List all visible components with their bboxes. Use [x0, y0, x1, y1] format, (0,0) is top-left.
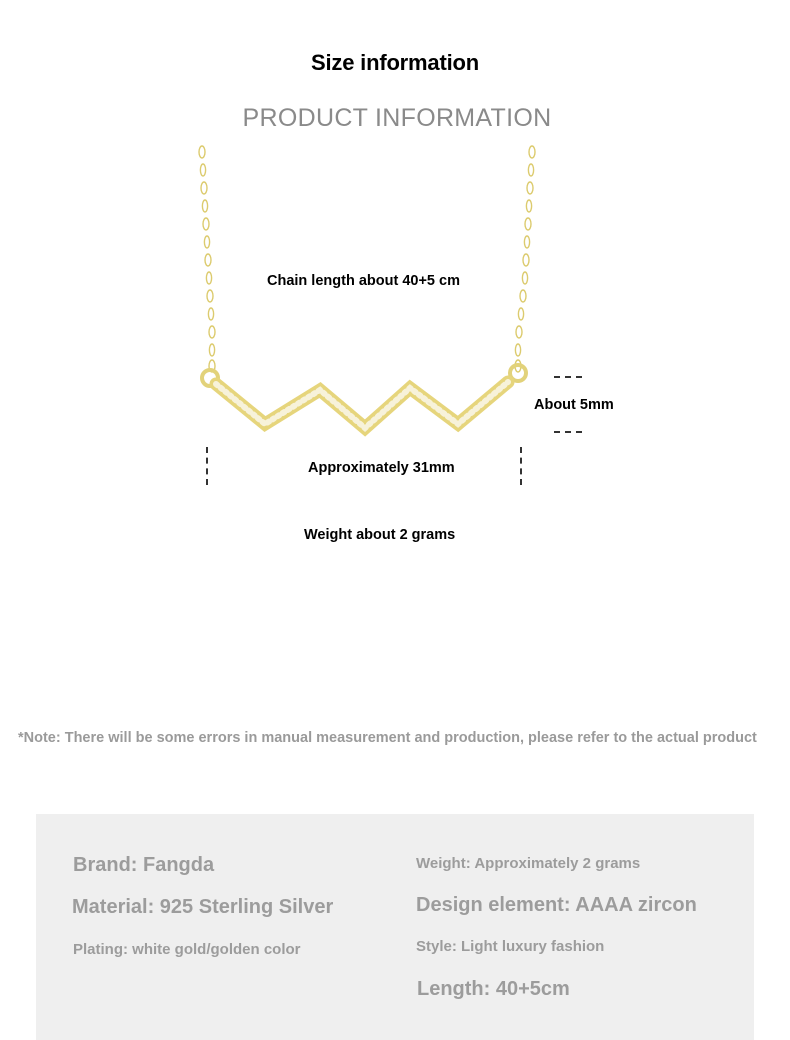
measurement-note: *Note: There will be some errors in manual measurement and production, please refer to the actual product — [18, 730, 757, 746]
necklace-image — [190, 140, 550, 440]
product-spec-panel — [36, 814, 754, 1040]
height-label: About 5mm — [534, 397, 614, 413]
zigzag-pendant — [216, 382, 508, 428]
width-marker-right — [520, 447, 522, 485]
chain-length-label: Chain length about 40+5 cm — [267, 273, 460, 289]
page-subtitle: PRODUCT INFORMATION — [242, 104, 552, 132]
chain-right — [515, 146, 535, 372]
width-marker-left — [206, 447, 208, 485]
chain-left — [199, 146, 215, 372]
height-marker-bottom — [554, 431, 582, 433]
height-marker-top — [554, 376, 582, 378]
weight-label: Weight about 2 grams — [304, 527, 456, 543]
width-label: Approximately 31mm — [308, 460, 455, 476]
spec-length: Length: 40+5cm — [417, 978, 570, 1000]
spec-weight: Weight: Approximately 2 grams — [416, 855, 641, 872]
page-title: Size information — [311, 50, 479, 75]
spec-plating: Plating: white gold/golden color — [73, 941, 301, 958]
spec-design: Design element: AAAA zircon — [416, 894, 697, 916]
spec-brand: Brand: Fangda — [73, 854, 215, 876]
spec-material: Material: 925 Sterling Silver — [72, 896, 334, 918]
spec-style: Style: Light luxury fashion — [416, 938, 605, 955]
